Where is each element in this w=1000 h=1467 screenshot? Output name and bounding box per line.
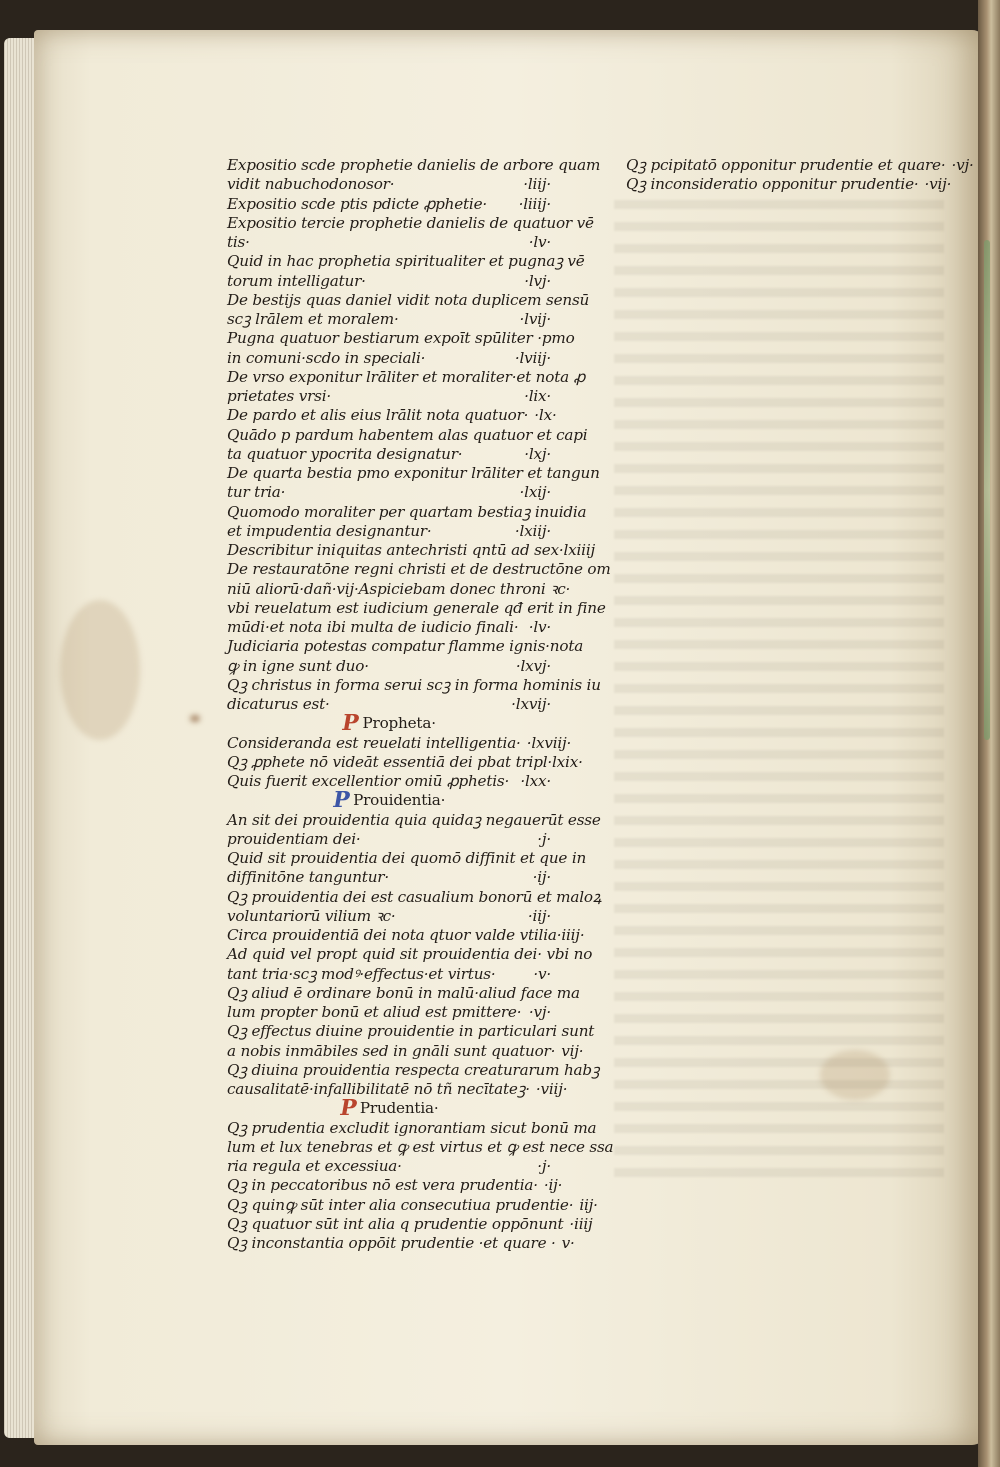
- chapter-number: ·lvij·: [519, 310, 551, 328]
- index-line: [227, 1157, 551, 1176]
- entry-text: Ad quid vel propt quid sit prouidentia dei· vbi no: [227, 945, 593, 964]
- entry-text: scꝫ lrālem et moralem·: [227, 310, 399, 328]
- index-line: [227, 1176, 563, 1195]
- chapter-number: ·lxvij·: [511, 695, 551, 713]
- chapter-number: [584, 926, 590, 945]
- index-line: [227, 310, 551, 329]
- index-line: [227, 233, 551, 252]
- index-line: [227, 1118, 597, 1138]
- index-line: [227, 522, 551, 541]
- entry-text: Qꝫ inconstantia oppōit prudentie ·et quare ·: [227, 1234, 556, 1252]
- stain: [60, 600, 140, 740]
- chapter-number: [596, 1119, 602, 1138]
- show-through-text: [614, 200, 944, 1180]
- section-heading-text: Prouidentia·: [353, 791, 446, 810]
- entry-text: Qꝫ prouidentia dei est casualium bonorū et maloꝝ: [227, 887, 602, 906]
- chapter-number: ·j·: [537, 829, 551, 848]
- chapter-number: [589, 291, 595, 310]
- chapter-number: [594, 1022, 600, 1041]
- index-line: [227, 290, 590, 310]
- chapter-number: ·lv·: [528, 233, 551, 251]
- entry-text: dicaturus est·: [227, 695, 330, 713]
- chapter-number: [586, 503, 592, 522]
- index-line: [227, 1137, 614, 1157]
- chapter-number: [606, 599, 612, 618]
- index-line: [227, 695, 551, 714]
- entry-text: Circa prouidentiā dei nota qtuor valde vtilia·iiij·: [227, 926, 585, 944]
- index-line: [227, 1214, 593, 1234]
- index-line: [227, 329, 575, 348]
- entry-text: Quādo p pardum habentem alas quatuor et capi: [227, 425, 588, 444]
- entry-text: Qꝫ pcipitatō opponitur prudentie et quare·: [626, 156, 946, 174]
- entry-text: tur tria·: [227, 483, 286, 502]
- index-line: [227, 1080, 568, 1099]
- entry-text: lum et lux tenebras et ꝙ est virtus et ꝙ est nece ssa: [227, 1137, 614, 1156]
- chapter-number: ·j·: [537, 1157, 551, 1175]
- index-line: [227, 772, 551, 791]
- entry-text: Qꝫ ꝓphete nō videāt essentiā dei pbat tripl·lxix·: [227, 752, 583, 771]
- entry-text: ria regula et excessiua·: [227, 1157, 402, 1175]
- index-line: [227, 175, 551, 194]
- chapter-number: ·ij·: [543, 1176, 563, 1195]
- index-line: [227, 945, 593, 964]
- index-line: [227, 1060, 600, 1080]
- entry-text: mūdi·et nota ibi multa de iudicio finali·: [227, 618, 519, 636]
- index-line: [227, 1195, 598, 1215]
- entry-text: Quid sit prouidentia dei quomō diffinit et que in: [227, 849, 587, 867]
- index-line: [227, 1022, 595, 1041]
- index-line: [227, 252, 585, 271]
- chapter-number: ·lxiij·: [514, 521, 551, 540]
- index-line: [227, 213, 594, 233]
- chapter-number: ·vj·: [951, 156, 974, 174]
- index-line: [227, 830, 551, 849]
- entry-text: Quomodo moraliter per quartam bestiaꝫ inuidia: [227, 502, 587, 521]
- index-line: [227, 675, 601, 695]
- chapter-number: ·liij·: [523, 175, 551, 194]
- index-line: [626, 175, 952, 194]
- index-line: [227, 1041, 584, 1061]
- section-heading-text: Prudentia·: [359, 1099, 439, 1118]
- ink-spot: [190, 715, 200, 722]
- chapter-number: [599, 1061, 605, 1080]
- chapter-number: [570, 580, 576, 599]
- chapter-number: [585, 368, 591, 387]
- entry-text: vidit nabuchodonosor·: [227, 175, 395, 194]
- section-heading: [227, 710, 551, 737]
- chapter-number: ·liiij·: [518, 194, 551, 213]
- index-line: [227, 387, 551, 406]
- entry-text: De bestijs quas daniel vidit nota duplicem sensū: [227, 290, 590, 309]
- entry-text: Qꝫ christus in forma serui scꝫ in forma hominis iu: [227, 675, 601, 694]
- index-line: [227, 1003, 551, 1022]
- index-line: [227, 156, 601, 175]
- entry-text: tis·: [227, 233, 250, 251]
- entry-text: Qꝫ in peccatoribus nō est vera prudentia·: [227, 1176, 538, 1195]
- entry-text: Qꝫ diuina prouidentia respecta creaturarum habꝫ: [227, 1060, 600, 1079]
- index-line: [227, 907, 551, 926]
- index-line: [227, 983, 580, 1003]
- section-heading-text: Propheta·: [362, 714, 436, 733]
- index-line: [227, 464, 600, 483]
- chapter-number: [585, 252, 591, 271]
- index-line: [227, 445, 551, 464]
- chapter-number: ·lviij·: [514, 348, 551, 367]
- index-line: [227, 926, 585, 945]
- index-line: [227, 367, 586, 387]
- entry-text: Expositio scde prophetie danielis de arbore quam: [227, 156, 601, 174]
- entry-text: lum propter bonū et aliud est pmittere·: [227, 1003, 522, 1021]
- index-line: [227, 272, 551, 291]
- chapter-number: [594, 214, 600, 233]
- chapter-number: [601, 811, 607, 830]
- chapter-number: ·v·: [533, 964, 551, 983]
- index-line: [227, 579, 571, 599]
- chapter-number: ·lxij·: [519, 483, 551, 502]
- entry-text: De restauratōne regni christi et de destructōne om: [227, 560, 611, 579]
- chapter-number: [583, 637, 589, 656]
- index-line: [227, 1234, 575, 1253]
- index-line: [227, 349, 551, 368]
- entry-text: De quarta bestia pmo exponitur lrāliter et tangun: [227, 464, 600, 482]
- entry-text: a nobis inmābiles sed in gnāli sunt quatuor·: [227, 1041, 556, 1060]
- chapter-number: ·lvj·: [524, 271, 551, 290]
- chapter-number: [601, 676, 607, 695]
- index-line: [227, 849, 587, 868]
- chapter-number: ·ij·: [532, 868, 551, 887]
- entry-text: Qꝫ inconsideratio opponitur prudentie·: [626, 175, 919, 194]
- index-line: [227, 637, 584, 656]
- entry-text: voluntariorū vilium ꝛc·: [227, 906, 396, 925]
- chapter-number: ·vij·: [924, 175, 952, 194]
- entry-text: diffinitōne tanguntur·: [227, 868, 389, 887]
- right-column-index: [626, 156, 974, 195]
- entry-text: tant tria·scꝫ modꝰ·effectus·et virtus·: [227, 964, 496, 983]
- chapter-number: vij·: [561, 1041, 584, 1060]
- index-line: [227, 502, 587, 522]
- entry-text: ta quatuor ypocrita designatur·: [227, 444, 463, 463]
- index-line: [227, 541, 595, 560]
- chapter-number: ·iij·: [527, 906, 551, 925]
- entry-text: vbi reuelatum est iudicium generale qđ erit in fine: [227, 598, 606, 617]
- entry-text: Judiciaria potestas compatur flamme ignis·nota: [227, 637, 584, 656]
- entry-text: niū aliorū·dañ·vij·Aspiciebam donec throni ꝛc·: [227, 579, 571, 598]
- entry-text: Qꝫ prudentia excludit ignorantiam sicut bonū ma: [227, 1118, 597, 1137]
- entry-text: Consideranda est reuelati intelligentia·: [227, 733, 521, 752]
- chapter-number: [595, 541, 601, 560]
- entry-text: Qꝫ aliud ē ordinare bonū in malū·aliud face ma: [227, 983, 580, 1002]
- chapter-number: [592, 945, 598, 964]
- rubricated-initial: P: [339, 710, 361, 737]
- entry-text: causalitatē·infallibilitatē nō tñ necītateꝫ·: [227, 1080, 530, 1098]
- entry-text: An sit dei prouidentia quia quidaꝫ negauerūt esse: [227, 810, 601, 829]
- entry-text: prouidentiam dei·: [227, 829, 361, 848]
- chapter-number: [583, 753, 589, 772]
- chapter-number: [600, 464, 606, 483]
- chapter-number: [611, 560, 617, 579]
- rubricated-initial: P: [337, 1095, 359, 1122]
- index-line: [227, 657, 551, 676]
- entry-text: et impudentia designantur·: [227, 521, 432, 540]
- entry-text: Expositio tercie prophetie danielis de quatuor vē: [227, 213, 594, 232]
- index-line: [227, 618, 551, 637]
- index-line: [227, 810, 601, 830]
- chapter-number: ·lxj·: [524, 444, 551, 463]
- entry-text: Describitur iniquitas antechristi qntū ad sex·lxiiij: [227, 541, 595, 559]
- chapter-number: [580, 984, 586, 1003]
- stain: [820, 1050, 890, 1100]
- chapter-number: ·viij·: [535, 1080, 568, 1098]
- index-line: [227, 733, 572, 753]
- entry-text: De pardo et alis eius lrālit nota quatuor·: [227, 406, 529, 425]
- index-line: [227, 752, 583, 772]
- index-line: [227, 195, 551, 214]
- index-line: [227, 425, 588, 445]
- entry-text: in comuni·scdo in speciali·: [227, 348, 426, 367]
- entry-text: prietates vrsi·: [227, 387, 332, 405]
- entry-text: torum intelligatur·: [227, 271, 366, 290]
- index-line: [227, 560, 611, 579]
- entry-text: Qꝫ quinꝙ sūt inter alia consecutiua prudentie·: [227, 1195, 574, 1214]
- chapter-number: [613, 1138, 619, 1157]
- entry-text: Qꝫ quatuor sūt int alia q prudentie oppōnunt: [227, 1214, 564, 1233]
- index-line: [227, 868, 551, 887]
- entry-text: Pugna quatuor bestiarum expoīt spūliter ·pmo: [227, 329, 575, 348]
- entry-text: Qꝫ effectus diuine prouidentie in particulari sunt: [227, 1022, 595, 1041]
- chapter-number: ·lv·: [528, 618, 551, 636]
- index-line: [227, 598, 606, 618]
- index-line: [227, 965, 551, 984]
- section-heading: [227, 787, 551, 814]
- chapter-number: ·vj·: [528, 1003, 551, 1021]
- next-page-edge: [978, 0, 1000, 1467]
- index-line: [227, 483, 551, 502]
- chapter-number: ·lxviij·: [526, 733, 572, 752]
- chapter-number: ·lxx·: [520, 772, 551, 790]
- chapter-number: ·lx·: [534, 406, 557, 425]
- index-line: [626, 156, 974, 175]
- index-line: [227, 406, 557, 425]
- chapter-number: [587, 426, 593, 445]
- chapter-number: [601, 888, 607, 907]
- chapter-number: iij·: [579, 1195, 598, 1214]
- chapter-number: v·: [561, 1234, 575, 1252]
- left-column-index: [227, 156, 614, 1253]
- chapter-number: [575, 329, 581, 348]
- chapter-number: [586, 849, 592, 868]
- entry-text: Quid in hac prophetia spiritualiter et pugnaꝫ vē: [227, 252, 585, 271]
- chapter-number: [600, 156, 606, 175]
- section-heading: [227, 1095, 551, 1122]
- entry-text: ꝙ in igne sunt duo·: [227, 656, 369, 675]
- entry-text: Quis fuerit excellentior omiū ꝓphetis·: [227, 772, 510, 790]
- rubricated-initial: P: [330, 787, 352, 814]
- chapter-number: ·lxvj·: [515, 656, 551, 675]
- entry-text: Expositio scde ptis pdicte ꝓphetie·: [227, 194, 487, 213]
- index-line: [227, 887, 602, 907]
- chapter-number: ·iiij: [569, 1214, 593, 1233]
- chapter-number: ·lix·: [524, 387, 551, 405]
- entry-text: De vrso exponitur lrāliter et moraliter·et nota ꝓ: [227, 367, 586, 386]
